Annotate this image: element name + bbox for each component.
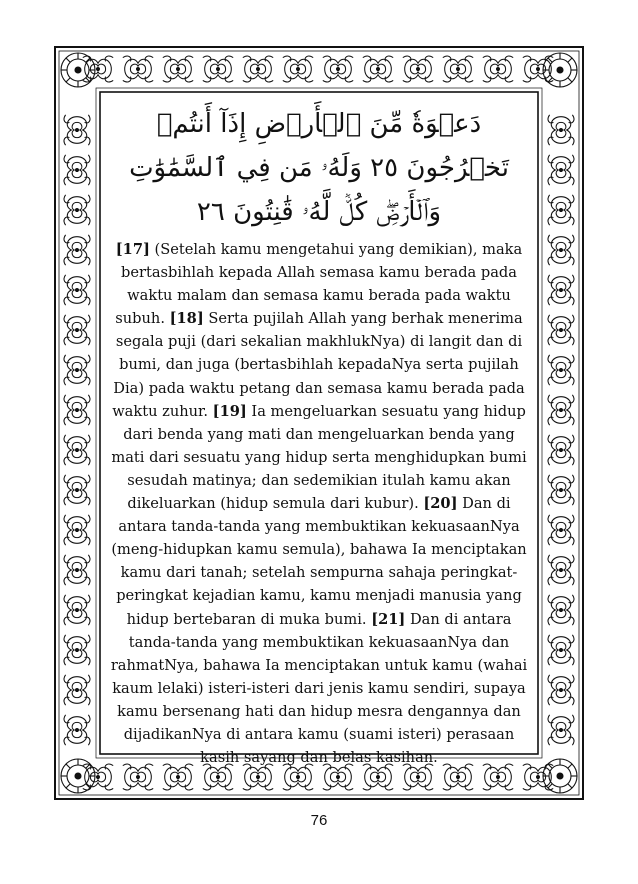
page-content	[108, 100, 530, 767]
verse-number-21: [21]	[371, 610, 406, 628]
verse-text-21: Dan di antara tanda-tanda yang membuktikan kekuasaanNya dan rahmatNya, bahawa Ia menciptakan untuk kamu (wahai kaum lelaki) isteri-isteri dari jenis kamu sendiri, supaya kamu bersenang hati dan hidup mesra dengannya dan dijadikanNya di antara kamu (suami isteri) perasaan kasih sayang dan belas kasihan.	[110, 610, 528, 767]
verse-number-20: [20]	[423, 495, 458, 513]
verse-text-19: Ia mengeluarkan sesuatu yang hidup dari benda yang mati dan mengeluarkan benda yang mati dari sesuatu yang hidup serta menghidupkan bumi sesudah matinya; dan sedemikian itulah kamu akan dikeluarkan (hidup semula dari kubur).	[111, 402, 527, 513]
arabic-verses	[108, 102, 530, 234]
verse-text-17: (Setelah kamu mengetahui yang demikian), maka bertasbihlah kepada Allah semasa kamu berada pada waktu malam dan semasa kamu berada pada waktu subuh.	[115, 241, 523, 328]
verse-text-18: Serta pujilah Allah yang berhak menerima segala puji (dari sekalian makhlukNya) di langit dan di bumi, dan juga (bertasbihlah kepadaNya serta pujilah Dia) pada waktu petang dan semasa kamu berada pada waktu zuhur.	[112, 310, 525, 420]
verse-number-18: [18]	[169, 310, 204, 328]
verse-number-17: [17]	[115, 241, 150, 258]
translation-text	[108, 238, 530, 769]
arabic-line-1: دَعۡوَةٗ مِّنَ ٱلۡأَرۡضِ إِذَآ أَنتُمۡ تَخۡرُجُونَ ٢٥ وَلَهُۥ مَن فِي ٱلسَّمَٰوَٰتِ	[129, 109, 509, 183]
verse-text-20: Dan di antara tanda-tanda yang membuktikan kekuasaanNya (meng-hidupkan kamu semula), bahawa Ia menciptakan kamu dari tanah; setelah sempurna sahaja peringkat-peringkat kejadian kamu, kamu menjadi manusia yang hidup bertebaran di muka bumi.	[111, 495, 527, 628]
page-number: 76	[310, 812, 328, 829]
verse-number-19: [19]	[212, 402, 247, 420]
arabic-line-2: وَٱلۡأَرۡضِۖ كُلّٞ لَّهُۥ قَٰنِتُونَ ٢٦	[196, 197, 442, 227]
